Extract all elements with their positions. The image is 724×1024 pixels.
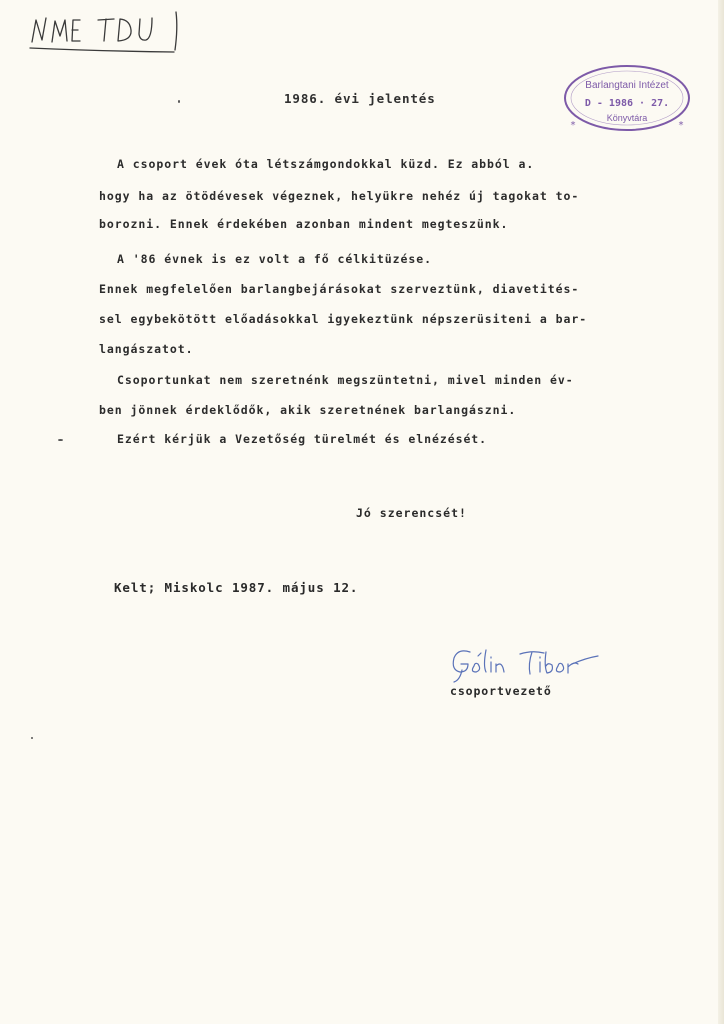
document-title: 1986. évi jelentés [284,91,436,106]
body-line: Ennek megfelelően barlangbejárásokat szerveztünk, diavetités- [99,282,580,296]
svg-text:*: * [570,120,577,131]
scan-speck [58,439,63,441]
body-line: Ezért kérjük a Vezetőség türelmét és elnézését. [117,432,488,446]
body-line: sel egybekötött előadásokkal igyekeztünk népszerüsiteni a bar- [99,312,588,326]
body-line: A '86 évnek is ez volt a fő célkitüzése. [117,252,432,266]
body-line: langászatot. [99,342,194,356]
page-edge [718,0,724,1024]
signer-role: csoportvezető [450,684,552,698]
body-line: Csoportunkat nem szeretnénk megszüntetni, mivel minden év- [117,373,574,387]
body-line: A csoport évek óta létszámgondokkal küzd. Ez abból a. [117,157,535,171]
body-line: hogy ha az ötödévesek végeznek, helyükre nehéz új tagokat to- [99,189,580,203]
stamp-institute: Barlangtani Intézet [585,80,669,91]
handwritten-code [28,8,184,54]
stamp-library: Könyvtára [606,113,648,123]
stamp-number: D - 1986 · 27. [584,98,670,109]
closing-greeting: Jó szerencsét! [356,506,467,520]
scan-speck [31,737,33,739]
date-line: Kelt; Miskolc 1987. május 12. [114,580,359,595]
body-line: ben jönnek érdeklődők, akik szeretnének barlangászni. [99,403,517,417]
library-stamp [562,62,692,134]
scan-speck [178,100,180,103]
body-line: borozni. Ennek érdekében azonban mindent megteszünk. [99,217,509,231]
signature [448,644,608,686]
svg-text:*: * [678,120,685,131]
